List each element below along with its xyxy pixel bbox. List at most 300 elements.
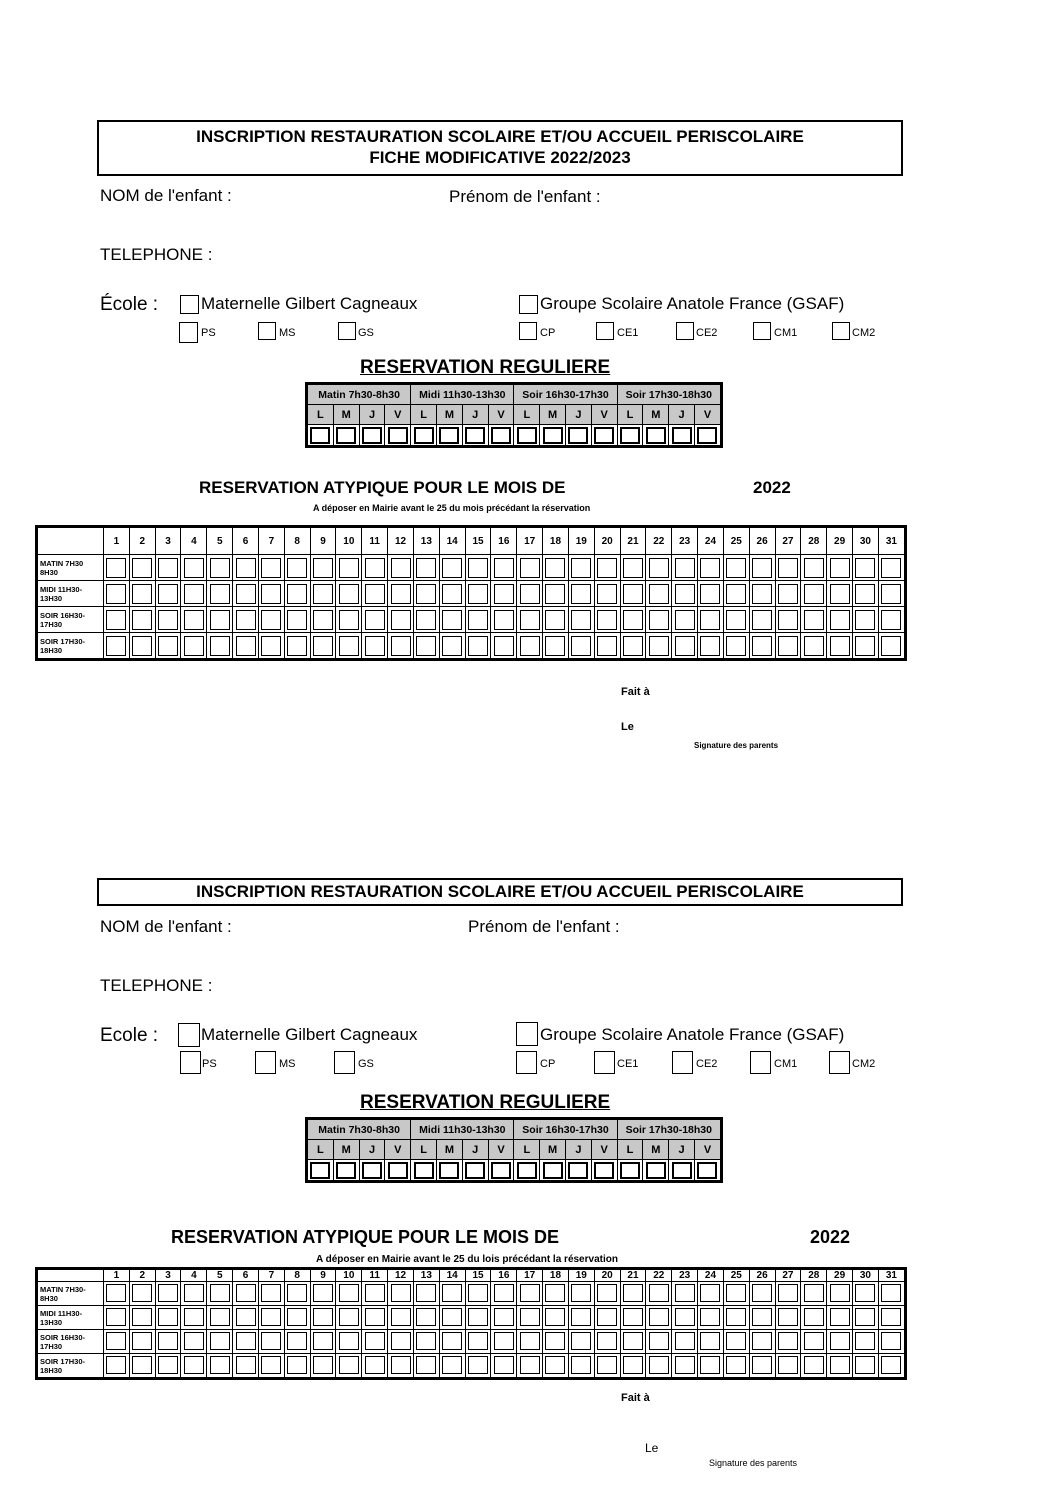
day-checkbox[interactable] (132, 1356, 152, 1374)
day-checkbox[interactable] (571, 1332, 591, 1350)
day-checkbox[interactable] (752, 1308, 772, 1326)
day-checkbox[interactable] (675, 584, 695, 604)
day-checkbox[interactable] (210, 558, 230, 578)
day-checkbox[interactable] (623, 1308, 643, 1326)
day-checkbox[interactable] (545, 584, 565, 604)
day-checkbox[interactable] (597, 610, 617, 630)
day-checkbox[interactable] (700, 1308, 720, 1326)
day-checkbox[interactable] (700, 636, 720, 656)
day-checkbox[interactable] (675, 1284, 695, 1302)
day-checkbox[interactable] (752, 1332, 772, 1350)
day-checkbox[interactable] (236, 1332, 256, 1350)
day-checkbox[interactable] (339, 558, 359, 578)
day-checkbox[interactable] (571, 610, 591, 630)
day-checkbox[interactable] (597, 558, 617, 578)
regular-day-checkbox[interactable] (491, 427, 511, 444)
day-checkbox[interactable] (184, 584, 204, 604)
day-checkbox[interactable] (468, 558, 488, 578)
day-checkbox[interactable] (313, 610, 333, 630)
day-checkbox[interactable] (623, 558, 643, 578)
day-checkbox[interactable] (571, 636, 591, 656)
regular-day-checkbox[interactable] (388, 427, 408, 444)
day-checkbox[interactable] (339, 1284, 359, 1302)
day-checkbox[interactable] (416, 558, 436, 578)
regular-day-checkbox[interactable] (672, 427, 692, 444)
day-checkbox[interactable] (106, 1308, 126, 1326)
day-checkbox[interactable] (700, 1332, 720, 1350)
form2-ce2-checkbox[interactable] (672, 1051, 693, 1074)
regular-day-checkbox[interactable] (646, 427, 666, 444)
day-checkbox[interactable] (287, 1356, 307, 1374)
day-checkbox[interactable] (442, 1356, 462, 1374)
day-checkbox[interactable] (623, 584, 643, 604)
day-checkbox[interactable] (365, 1356, 385, 1374)
day-checkbox[interactable] (416, 636, 436, 656)
form2-gs-checkbox[interactable] (334, 1051, 355, 1074)
day-checkbox[interactable] (158, 584, 178, 604)
day-checkbox[interactable] (830, 1332, 850, 1350)
day-checkbox[interactable] (391, 1284, 411, 1302)
day-checkbox[interactable] (726, 1308, 746, 1326)
day-checkbox[interactable] (830, 1284, 850, 1302)
day-checkbox[interactable] (804, 1332, 824, 1350)
regular-day-checkbox[interactable] (414, 1162, 434, 1179)
form1-ce2-checkbox[interactable] (676, 322, 694, 340)
day-checkbox[interactable] (313, 584, 333, 604)
day-checkbox[interactable] (468, 636, 488, 656)
regular-day-checkbox[interactable] (697, 427, 717, 444)
form1-maternelle-checkbox[interactable] (180, 295, 199, 314)
day-checkbox[interactable] (597, 1284, 617, 1302)
day-checkbox[interactable] (365, 610, 385, 630)
day-checkbox[interactable] (597, 1308, 617, 1326)
form1-ps-checkbox[interactable] (179, 322, 198, 343)
day-checkbox[interactable] (804, 1356, 824, 1374)
day-checkbox[interactable] (416, 1356, 436, 1374)
day-checkbox[interactable] (106, 558, 126, 578)
day-checkbox[interactable] (287, 1308, 307, 1326)
day-checkbox[interactable] (261, 558, 281, 578)
regular-day-checkbox[interactable] (439, 1162, 459, 1179)
day-checkbox[interactable] (597, 584, 617, 604)
day-checkbox[interactable] (597, 1332, 617, 1350)
day-checkbox[interactable] (700, 1356, 720, 1374)
day-checkbox[interactable] (339, 1332, 359, 1350)
day-checkbox[interactable] (855, 584, 875, 604)
day-checkbox[interactable] (132, 636, 152, 656)
day-checkbox[interactable] (545, 636, 565, 656)
day-checkbox[interactable] (494, 1284, 514, 1302)
day-checkbox[interactable] (313, 1308, 333, 1326)
day-checkbox[interactable] (261, 610, 281, 630)
day-checkbox[interactable] (855, 1332, 875, 1350)
regular-day-checkbox[interactable] (594, 427, 614, 444)
day-checkbox[interactable] (184, 1308, 204, 1326)
regular-day-checkbox[interactable] (362, 427, 382, 444)
form1-gs-checkbox[interactable] (338, 322, 356, 340)
day-checkbox[interactable] (313, 1284, 333, 1302)
day-checkbox[interactable] (675, 558, 695, 578)
day-checkbox[interactable] (210, 584, 230, 604)
day-checkbox[interactable] (391, 558, 411, 578)
day-checkbox[interactable] (468, 1356, 488, 1374)
day-checkbox[interactable] (158, 558, 178, 578)
day-checkbox[interactable] (778, 1356, 798, 1374)
day-checkbox[interactable] (752, 558, 772, 578)
day-checkbox[interactable] (468, 1308, 488, 1326)
day-checkbox[interactable] (210, 636, 230, 656)
regular-day-checkbox[interactable] (362, 1162, 382, 1179)
regular-day-checkbox[interactable] (439, 427, 459, 444)
day-checkbox[interactable] (597, 636, 617, 656)
day-checkbox[interactable] (106, 1356, 126, 1374)
day-checkbox[interactable] (520, 584, 540, 604)
day-checkbox[interactable] (442, 1308, 462, 1326)
day-checkbox[interactable] (545, 1356, 565, 1374)
day-checkbox[interactable] (210, 1284, 230, 1302)
regular-day-checkbox[interactable] (568, 1162, 588, 1179)
day-checkbox[interactable] (494, 1308, 514, 1326)
form1-gsaf-checkbox[interactable] (519, 295, 538, 314)
day-checkbox[interactable] (830, 1356, 850, 1374)
day-checkbox[interactable] (675, 1332, 695, 1350)
day-checkbox[interactable] (649, 1284, 669, 1302)
day-checkbox[interactable] (726, 636, 746, 656)
form2-ms-checkbox[interactable] (255, 1051, 276, 1074)
day-checkbox[interactable] (391, 584, 411, 604)
day-checkbox[interactable] (881, 584, 901, 604)
day-checkbox[interactable] (804, 1284, 824, 1302)
day-checkbox[interactable] (236, 1284, 256, 1302)
day-checkbox[interactable] (468, 610, 488, 630)
day-checkbox[interactable] (804, 1308, 824, 1326)
day-checkbox[interactable] (726, 1332, 746, 1350)
regular-day-checkbox[interactable] (672, 1162, 692, 1179)
day-checkbox[interactable] (365, 1308, 385, 1326)
day-checkbox[interactable] (132, 1308, 152, 1326)
form1-cm2-checkbox[interactable] (832, 322, 850, 340)
day-checkbox[interactable] (726, 610, 746, 630)
day-checkbox[interactable] (287, 610, 307, 630)
day-checkbox[interactable] (287, 1284, 307, 1302)
day-checkbox[interactable] (726, 584, 746, 604)
day-checkbox[interactable] (416, 610, 436, 630)
day-checkbox[interactable] (649, 1308, 669, 1326)
day-checkbox[interactable] (132, 610, 152, 630)
day-checkbox[interactable] (675, 1356, 695, 1374)
day-checkbox[interactable] (545, 1284, 565, 1302)
day-checkbox[interactable] (416, 1332, 436, 1350)
day-checkbox[interactable] (468, 584, 488, 604)
day-checkbox[interactable] (623, 1356, 643, 1374)
form2-ps-checkbox[interactable] (180, 1051, 201, 1074)
form1-ce1-checkbox[interactable] (596, 322, 614, 340)
day-checkbox[interactable] (778, 1308, 798, 1326)
day-checkbox[interactable] (365, 558, 385, 578)
day-checkbox[interactable] (442, 558, 462, 578)
form1-cp-checkbox[interactable] (519, 322, 537, 340)
day-checkbox[interactable] (442, 1284, 462, 1302)
regular-day-checkbox[interactable] (517, 427, 537, 444)
day-checkbox[interactable] (365, 636, 385, 656)
day-checkbox[interactable] (571, 558, 591, 578)
regular-day-checkbox[interactable] (697, 1162, 717, 1179)
day-checkbox[interactable] (597, 1356, 617, 1374)
day-checkbox[interactable] (752, 1356, 772, 1374)
day-checkbox[interactable] (339, 1356, 359, 1374)
day-checkbox[interactable] (545, 1332, 565, 1350)
regular-day-checkbox[interactable] (336, 1162, 356, 1179)
day-checkbox[interactable] (106, 1332, 126, 1350)
day-checkbox[interactable] (830, 558, 850, 578)
day-checkbox[interactable] (416, 1308, 436, 1326)
day-checkbox[interactable] (391, 1356, 411, 1374)
form1-ms-checkbox[interactable] (258, 322, 276, 340)
day-checkbox[interactable] (391, 610, 411, 630)
day-checkbox[interactable] (700, 584, 720, 604)
day-checkbox[interactable] (416, 1284, 436, 1302)
regular-day-checkbox[interactable] (543, 427, 563, 444)
day-checkbox[interactable] (236, 1308, 256, 1326)
day-checkbox[interactable] (442, 610, 462, 630)
day-checkbox[interactable] (752, 1284, 772, 1302)
form2-cp-checkbox[interactable] (516, 1051, 537, 1074)
day-checkbox[interactable] (881, 1284, 901, 1302)
day-checkbox[interactable] (571, 584, 591, 604)
day-checkbox[interactable] (520, 610, 540, 630)
day-checkbox[interactable] (520, 558, 540, 578)
day-checkbox[interactable] (545, 610, 565, 630)
day-checkbox[interactable] (520, 1284, 540, 1302)
day-checkbox[interactable] (339, 636, 359, 656)
day-checkbox[interactable] (520, 1308, 540, 1326)
day-checkbox[interactable] (261, 584, 281, 604)
day-checkbox[interactable] (520, 1332, 540, 1350)
day-checkbox[interactable] (881, 636, 901, 656)
day-checkbox[interactable] (391, 1332, 411, 1350)
day-checkbox[interactable] (726, 1356, 746, 1374)
day-checkbox[interactable] (391, 636, 411, 656)
day-checkbox[interactable] (855, 558, 875, 578)
day-checkbox[interactable] (623, 1332, 643, 1350)
regular-day-checkbox[interactable] (646, 1162, 666, 1179)
day-checkbox[interactable] (494, 1356, 514, 1374)
day-checkbox[interactable] (855, 636, 875, 656)
day-checkbox[interactable] (313, 636, 333, 656)
day-checkbox[interactable] (313, 1356, 333, 1374)
day-checkbox[interactable] (184, 1332, 204, 1350)
day-checkbox[interactable] (158, 1356, 178, 1374)
day-checkbox[interactable] (571, 1356, 591, 1374)
day-checkbox[interactable] (365, 1332, 385, 1350)
day-checkbox[interactable] (210, 610, 230, 630)
day-checkbox[interactable] (804, 558, 824, 578)
day-checkbox[interactable] (752, 636, 772, 656)
day-checkbox[interactable] (830, 584, 850, 604)
regular-day-checkbox[interactable] (336, 427, 356, 444)
day-checkbox[interactable] (261, 1308, 281, 1326)
day-checkbox[interactable] (313, 558, 333, 578)
day-checkbox[interactable] (210, 1332, 230, 1350)
day-checkbox[interactable] (468, 1284, 488, 1302)
day-checkbox[interactable] (106, 1284, 126, 1302)
day-checkbox[interactable] (494, 558, 514, 578)
day-checkbox[interactable] (184, 1356, 204, 1374)
day-checkbox[interactable] (545, 1308, 565, 1326)
day-checkbox[interactable] (545, 558, 565, 578)
day-checkbox[interactable] (778, 558, 798, 578)
day-checkbox[interactable] (236, 584, 256, 604)
day-checkbox[interactable] (236, 558, 256, 578)
day-checkbox[interactable] (236, 636, 256, 656)
day-checkbox[interactable] (778, 584, 798, 604)
day-checkbox[interactable] (649, 610, 669, 630)
day-checkbox[interactable] (752, 584, 772, 604)
day-checkbox[interactable] (261, 1284, 281, 1302)
day-checkbox[interactable] (132, 1284, 152, 1302)
day-checkbox[interactable] (365, 1284, 385, 1302)
day-checkbox[interactable] (520, 636, 540, 656)
day-checkbox[interactable] (675, 610, 695, 630)
day-checkbox[interactable] (158, 610, 178, 630)
day-checkbox[interactable] (675, 636, 695, 656)
day-checkbox[interactable] (830, 1308, 850, 1326)
day-checkbox[interactable] (184, 636, 204, 656)
regular-day-checkbox[interactable] (465, 427, 485, 444)
day-checkbox[interactable] (881, 558, 901, 578)
regular-day-checkbox[interactable] (465, 1162, 485, 1179)
day-checkbox[interactable] (184, 610, 204, 630)
regular-day-checkbox[interactable] (594, 1162, 614, 1179)
day-checkbox[interactable] (158, 1332, 178, 1350)
day-checkbox[interactable] (649, 584, 669, 604)
day-checkbox[interactable] (287, 558, 307, 578)
day-checkbox[interactable] (236, 1356, 256, 1374)
day-checkbox[interactable] (520, 1356, 540, 1374)
day-checkbox[interactable] (313, 1332, 333, 1350)
day-checkbox[interactable] (261, 1356, 281, 1374)
day-checkbox[interactable] (571, 1284, 591, 1302)
regular-day-checkbox[interactable] (620, 427, 640, 444)
day-checkbox[interactable] (623, 636, 643, 656)
day-checkbox[interactable] (778, 636, 798, 656)
day-checkbox[interactable] (752, 610, 772, 630)
day-checkbox[interactable] (236, 610, 256, 630)
day-checkbox[interactable] (830, 610, 850, 630)
regular-day-checkbox[interactable] (543, 1162, 563, 1179)
day-checkbox[interactable] (649, 558, 669, 578)
day-checkbox[interactable] (416, 584, 436, 604)
day-checkbox[interactable] (494, 610, 514, 630)
day-checkbox[interactable] (210, 1308, 230, 1326)
day-checkbox[interactable] (287, 584, 307, 604)
regular-day-checkbox[interactable] (568, 427, 588, 444)
day-checkbox[interactable] (623, 1284, 643, 1302)
day-checkbox[interactable] (339, 584, 359, 604)
form2-gsaf-checkbox[interactable] (516, 1022, 538, 1046)
regular-day-checkbox[interactable] (491, 1162, 511, 1179)
day-checkbox[interactable] (210, 1356, 230, 1374)
day-checkbox[interactable] (468, 1332, 488, 1350)
day-checkbox[interactable] (675, 1308, 695, 1326)
day-checkbox[interactable] (571, 1308, 591, 1326)
day-checkbox[interactable] (184, 558, 204, 578)
day-checkbox[interactable] (726, 558, 746, 578)
day-checkbox[interactable] (261, 1332, 281, 1350)
day-checkbox[interactable] (778, 1284, 798, 1302)
day-checkbox[interactable] (365, 584, 385, 604)
regular-day-checkbox[interactable] (517, 1162, 537, 1179)
regular-day-checkbox[interactable] (310, 1162, 330, 1179)
day-checkbox[interactable] (494, 636, 514, 656)
day-checkbox[interactable] (261, 636, 281, 656)
day-checkbox[interactable] (855, 1284, 875, 1302)
day-checkbox[interactable] (881, 1332, 901, 1350)
day-checkbox[interactable] (778, 1332, 798, 1350)
day-checkbox[interactable] (158, 1284, 178, 1302)
day-checkbox[interactable] (649, 1332, 669, 1350)
day-checkbox[interactable] (778, 610, 798, 630)
day-checkbox[interactable] (106, 636, 126, 656)
day-checkbox[interactable] (804, 636, 824, 656)
day-checkbox[interactable] (391, 1308, 411, 1326)
regular-day-checkbox[interactable] (414, 427, 434, 444)
day-checkbox[interactable] (804, 584, 824, 604)
day-checkbox[interactable] (106, 610, 126, 630)
day-checkbox[interactable] (881, 610, 901, 630)
day-checkbox[interactable] (649, 636, 669, 656)
day-checkbox[interactable] (339, 1308, 359, 1326)
day-checkbox[interactable] (804, 610, 824, 630)
day-checkbox[interactable] (494, 584, 514, 604)
regular-day-checkbox[interactable] (620, 1162, 640, 1179)
day-checkbox[interactable] (287, 1332, 307, 1350)
day-checkbox[interactable] (881, 1308, 901, 1326)
day-checkbox[interactable] (442, 636, 462, 656)
day-checkbox[interactable] (158, 636, 178, 656)
day-checkbox[interactable] (132, 584, 152, 604)
day-checkbox[interactable] (700, 1284, 720, 1302)
day-checkbox[interactable] (442, 1332, 462, 1350)
day-checkbox[interactable] (726, 1284, 746, 1302)
form2-maternelle-checkbox[interactable] (178, 1023, 200, 1047)
day-checkbox[interactable] (855, 610, 875, 630)
day-checkbox[interactable] (106, 584, 126, 604)
form2-ce1-checkbox[interactable] (594, 1051, 615, 1074)
day-checkbox[interactable] (700, 558, 720, 578)
day-checkbox[interactable] (132, 558, 152, 578)
form2-cm1-checkbox[interactable] (750, 1051, 771, 1074)
day-checkbox[interactable] (881, 1356, 901, 1374)
form1-cm1-checkbox[interactable] (753, 322, 771, 340)
day-checkbox[interactable] (830, 636, 850, 656)
day-checkbox[interactable] (287, 636, 307, 656)
day-checkbox[interactable] (339, 610, 359, 630)
day-checkbox[interactable] (855, 1356, 875, 1374)
regular-day-checkbox[interactable] (388, 1162, 408, 1179)
day-checkbox[interactable] (494, 1332, 514, 1350)
day-checkbox[interactable] (855, 1308, 875, 1326)
day-checkbox[interactable] (132, 1332, 152, 1350)
day-checkbox[interactable] (442, 584, 462, 604)
day-checkbox[interactable] (649, 1356, 669, 1374)
day-checkbox[interactable] (700, 610, 720, 630)
day-checkbox[interactable] (623, 610, 643, 630)
form2-cm2-checkbox[interactable] (829, 1051, 850, 1074)
day-checkbox[interactable] (184, 1284, 204, 1302)
day-checkbox[interactable] (158, 1308, 178, 1326)
regular-day-checkbox[interactable] (310, 427, 330, 444)
